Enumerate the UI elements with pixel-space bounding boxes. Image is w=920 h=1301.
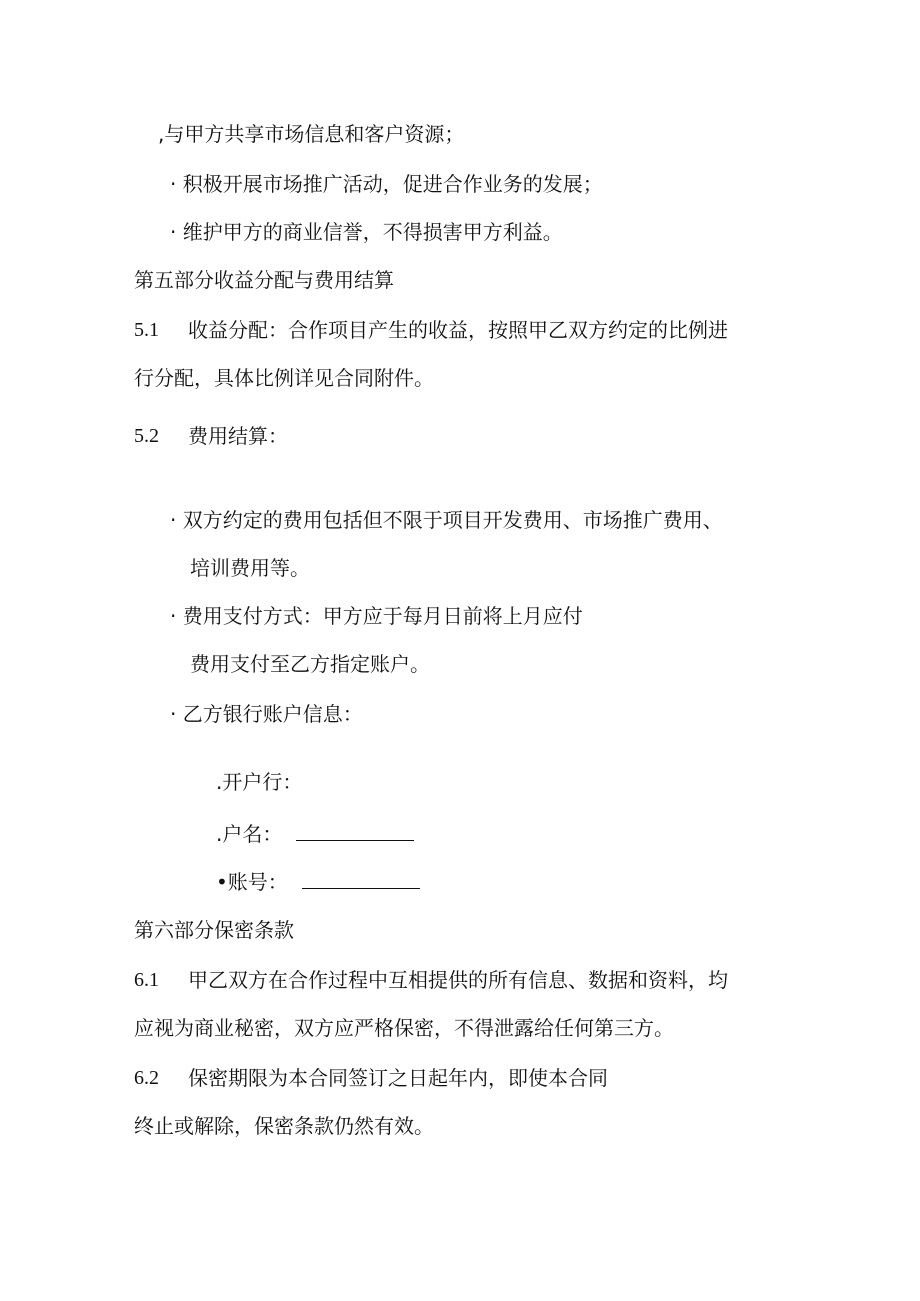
clause-6-2-number: 6.2	[134, 1067, 159, 1089]
part6-heading: 第六部分保密条款	[134, 918, 294, 942]
account-name-label: .户名：	[216, 822, 283, 846]
duty-line-share: ,与甲方共享市场信息和客户资源；	[158, 122, 465, 146]
account-number-row	[216, 868, 420, 896]
bank-info-bullet: · 乙方银行账户信息：	[170, 702, 363, 726]
duty-line-reputation: · 维护甲方的商业信誉，不得损害甲方利益。	[170, 220, 563, 244]
duty-line-promote: · 积极开展市场推广活动，促进合作业务的发展；	[170, 172, 603, 196]
clause-6-2-text: 保密期限为本合同签订之日起年内，即使本合同	[188, 1066, 608, 1090]
clause-6-1-number: 6.1	[134, 969, 159, 991]
account-name-row	[216, 820, 414, 848]
bank-name-label: .开户行：	[216, 770, 303, 794]
fee-scope-bullet: · 双方约定的费用包括但不限于项目开发费用、市场推广费用、	[170, 508, 723, 532]
clause-5-1-text: 收益分配：合作项目产生的收益，按照甲乙双方约定的比例进	[188, 318, 728, 342]
payment-method-bullet: · 费用支付方式：甲方应于每月日前将上月应付	[170, 604, 583, 628]
clause-6-2-text-cont: 终止或解除，保密条款仍然有效。	[134, 1114, 434, 1138]
clause-6-1-text: 甲乙双方在合作过程中互相提供的所有信息、数据和资料，均	[188, 968, 728, 992]
clause-5-2-number: 5.2	[134, 425, 159, 447]
account-name-blank	[296, 822, 414, 841]
account-number-label: •账号：	[216, 870, 288, 894]
clause-5-1-number: 5.1	[134, 319, 159, 341]
clause-5-2-text: 费用结算：	[188, 424, 288, 448]
fee-scope-bullet-cont: 培训费用等。	[190, 556, 310, 580]
clause-5-1-text-cont: 行分配，具体比例详见合同附件。	[134, 366, 434, 390]
clause-6-1-text-cont: 应视为商业秘密，双方应严格保密，不得泄露给任何第三方。	[134, 1016, 674, 1040]
payment-method-bullet-cont: 费用支付至乙方指定账户。	[190, 652, 430, 676]
account-number-blank	[302, 870, 420, 889]
part5-heading: 第五部分收益分配与费用结算	[134, 268, 394, 292]
